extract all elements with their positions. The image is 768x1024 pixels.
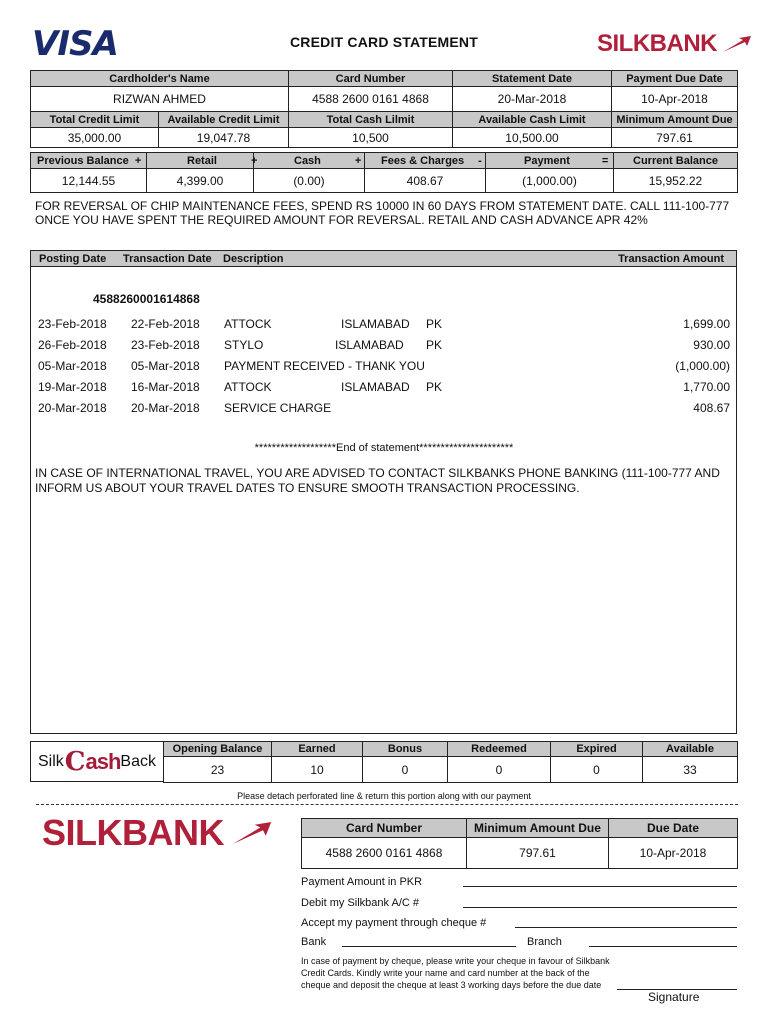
posting-date-header: Posting Date bbox=[39, 253, 107, 265]
balance-table bbox=[30, 152, 738, 193]
perforation-line bbox=[36, 804, 738, 805]
payment-label: Payment bbox=[524, 154, 570, 167]
bank-field[interactable] bbox=[342, 946, 516, 947]
available: 33 bbox=[643, 757, 738, 783]
table-row bbox=[38, 359, 730, 375]
posting-date: 05-Mar-2018 bbox=[38, 359, 107, 373]
table-row bbox=[38, 380, 730, 396]
amount: (1,000.00) bbox=[675, 359, 730, 373]
slip-due-date: 10-Apr-2018 bbox=[609, 838, 738, 869]
amount: 1,699.00 bbox=[683, 317, 730, 331]
account-table bbox=[30, 70, 738, 112]
city: ISLAMABAD bbox=[341, 317, 410, 331]
plus-operator: + bbox=[134, 154, 142, 167]
header-available-credit-limit: Available Credit Limit bbox=[159, 112, 289, 128]
available-credit-limit: 19,047.78 bbox=[159, 128, 289, 148]
equals-operator: = bbox=[601, 154, 609, 167]
description: ATTOCK bbox=[224, 380, 272, 394]
posting-date: 19-Mar-2018 bbox=[38, 380, 107, 394]
silkbank-swoosh-icon bbox=[230, 818, 274, 848]
header-minimum-amount-due: Minimum Amount Due bbox=[612, 112, 738, 128]
international-travel-notice: IN CASE OF INTERNATIONAL TRAVEL, YOU ARE ADVISED TO CONTACT SILKBANKS PHONE BANKING (111-100-777 AND INFORM US ABOUT YOUR TRAVEL DATES TO ENSURE SMOOTH TRANSACTION PROCESSING. bbox=[35, 466, 720, 495]
cashback-logo-silk: Silk bbox=[38, 752, 64, 770]
header-payment-due-date: Payment Due Date bbox=[612, 71, 738, 87]
city: ISLAMABAD bbox=[341, 380, 410, 394]
header-total-cash-limit: Total Cash Lilmit bbox=[289, 112, 453, 128]
opening-balance: 23 bbox=[164, 757, 272, 783]
cash-amount: (0.00) bbox=[254, 169, 365, 193]
country: PK bbox=[426, 317, 443, 331]
table-row bbox=[38, 401, 730, 417]
statement-date: 20-Mar-2018 bbox=[453, 87, 612, 112]
branch-label: Branch bbox=[527, 936, 562, 948]
country: PK bbox=[426, 338, 443, 352]
description: STYLO bbox=[224, 338, 264, 352]
retail-label: Retail bbox=[187, 154, 217, 167]
payment-amount-field[interactable] bbox=[463, 886, 737, 887]
header-earned: Earned bbox=[272, 742, 363, 757]
signature-label: Signature bbox=[648, 990, 700, 1004]
bank-label: Bank bbox=[301, 936, 327, 948]
card-number: 4588 2600 0161 4868 bbox=[289, 87, 453, 112]
debit-account-field[interactable] bbox=[463, 907, 737, 908]
description-header: Description bbox=[223, 253, 284, 265]
cashback-logo-back: Back bbox=[120, 752, 156, 770]
posting-date: 26-Feb-2018 bbox=[38, 338, 107, 352]
header-card-number: Card Number bbox=[289, 71, 453, 87]
transaction-date: 22-Feb-2018 bbox=[131, 317, 200, 331]
expired: 0 bbox=[551, 757, 643, 783]
previous-balance: 12,144.55 bbox=[31, 169, 147, 193]
amount: 408.67 bbox=[693, 401, 730, 415]
total-cash-limit: 10,500 bbox=[289, 128, 453, 148]
limits-table bbox=[30, 111, 738, 148]
reversal-notice: FOR REVERSAL OF CHIP MAINTENANCE FEES, SPEND RS 10000 IN 60 DAYS FROM STATEMENT DATE. CALL 111-100-777 ONCE YOU HAVE SPENT THE REQUIRED AMOUNT FOR REVERSAL. RETAIL AND CASH ADVANCE APR 42% bbox=[35, 199, 730, 227]
fees-charges-amount: 408.67 bbox=[365, 169, 486, 193]
payment-slip-table bbox=[301, 818, 738, 869]
plus-operator: + bbox=[354, 154, 362, 167]
cash-label: Cash bbox=[294, 154, 321, 167]
description: SERVICE CHARGE bbox=[224, 401, 332, 415]
header-fees-charges bbox=[365, 153, 486, 169]
total-credit-limit: 35,000.00 bbox=[31, 128, 159, 148]
silkbank-logo bbox=[597, 30, 753, 58]
branch-field[interactable] bbox=[589, 946, 737, 947]
minus-operator: - bbox=[478, 154, 482, 167]
header-expired: Expired bbox=[551, 742, 643, 757]
header-cash bbox=[254, 153, 365, 169]
retail-amount: 4,399.00 bbox=[147, 169, 254, 193]
current-balance: 15,952.22 bbox=[614, 169, 738, 193]
header-previous-balance bbox=[31, 153, 147, 169]
posting-date: 23-Feb-2018 bbox=[38, 317, 107, 331]
header-opening-balance: Opening Balance bbox=[164, 742, 272, 757]
slip-card-number: 4588 2600 0161 4868 bbox=[302, 838, 467, 869]
silkbank-swoosh-icon bbox=[721, 34, 753, 54]
header-total-credit-limit: Total Credit Limit bbox=[31, 112, 159, 128]
transaction-date-header: Transaction Date bbox=[123, 253, 212, 265]
header-retail bbox=[147, 153, 258, 169]
visa-logo: VISA bbox=[32, 24, 118, 64]
transaction-date: 05-Mar-2018 bbox=[131, 359, 200, 373]
description: PAYMENT RECEIVED - THANK YOU bbox=[224, 359, 425, 373]
header-slip-minimum-due: Minimum Amount Due bbox=[467, 819, 609, 838]
cashback-logo-c: C bbox=[64, 746, 86, 777]
page-title: CREDIT CARD STATEMENT bbox=[289, 34, 478, 50]
header-current-balance: Current Balance bbox=[614, 153, 738, 169]
transaction-date: 20-Mar-2018 bbox=[131, 401, 200, 415]
table-row bbox=[38, 317, 730, 333]
fees-charges-label: Fees & Charges bbox=[381, 154, 465, 167]
header-slip-card-number: Card Number bbox=[302, 819, 467, 838]
header-slip-due-date: Due Date bbox=[609, 819, 738, 838]
country: PK bbox=[426, 380, 443, 394]
transaction-date: 16-Mar-2018 bbox=[131, 380, 200, 394]
city: ISLAMABAD bbox=[335, 338, 404, 352]
cheque-instructions: In case of payment by cheque, please write your cheque in favour of Silkbank Credit Cards. Kindly write your name and card number at the back of the cheque and deposit the cheque at least 3 working days before the due date bbox=[301, 956, 610, 990]
table-row bbox=[38, 338, 730, 354]
header-redeemed: Redeemed bbox=[448, 742, 551, 757]
cheque-number-field[interactable] bbox=[515, 927, 737, 928]
earned: 10 bbox=[272, 757, 363, 783]
transactions-card-number: 4588260001614868 bbox=[93, 292, 200, 306]
payment-due-date: 10-Apr-2018 bbox=[612, 87, 738, 112]
description: ATTOCK bbox=[224, 317, 272, 331]
header-payment bbox=[486, 153, 614, 169]
plus-operator: + bbox=[250, 154, 258, 167]
cashback-logo-ash: ash bbox=[85, 748, 121, 774]
cardholder-name: RIZWAN AHMED bbox=[31, 87, 289, 112]
amount: 930.00 bbox=[693, 338, 730, 352]
payment-amount-label: Payment Amount in PKR bbox=[301, 876, 423, 888]
available-cash-limit: 10,500.00 bbox=[453, 128, 612, 148]
silkbank-logo-large bbox=[42, 812, 274, 854]
bonus: 0 bbox=[363, 757, 448, 783]
cashback-table bbox=[163, 741, 738, 783]
minimum-amount-due: 797.61 bbox=[612, 128, 738, 148]
silk-cashback-logo bbox=[30, 741, 164, 782]
transaction-date: 23-Feb-2018 bbox=[131, 338, 200, 352]
debit-account-label: Debit my Silkbank A/C # bbox=[301, 897, 419, 909]
redeemed: 0 bbox=[448, 757, 551, 783]
payment-amount: (1,000.00) bbox=[486, 169, 614, 193]
transaction-amount-header: Transaction Amount bbox=[618, 253, 724, 265]
cheque-number-label: Accept my payment through cheque # bbox=[301, 917, 487, 929]
header-available-cash-limit: Available Cash Limit bbox=[453, 112, 612, 128]
header-available: Available bbox=[643, 742, 738, 757]
silkbank-logo-large-text: SILKBANK bbox=[42, 812, 224, 853]
header-bonus: Bonus bbox=[363, 742, 448, 757]
slip-minimum-due: 797.61 bbox=[467, 838, 609, 869]
end-of-statement: *******************End of statement********************** bbox=[254, 442, 514, 454]
detach-instruction: Please detach perforated line & return this portion along with our payment bbox=[237, 791, 531, 801]
header-statement-date: Statement Date bbox=[453, 71, 612, 87]
silkbank-logo-text: SILKBANK bbox=[597, 30, 717, 57]
transactions-panel bbox=[30, 265, 737, 734]
header-cardholder-name: Cardholder's Name bbox=[31, 71, 289, 87]
amount: 1,770.00 bbox=[683, 380, 730, 394]
posting-date: 20-Mar-2018 bbox=[38, 401, 107, 415]
previous-balance-label: Previous Balance bbox=[37, 154, 129, 167]
